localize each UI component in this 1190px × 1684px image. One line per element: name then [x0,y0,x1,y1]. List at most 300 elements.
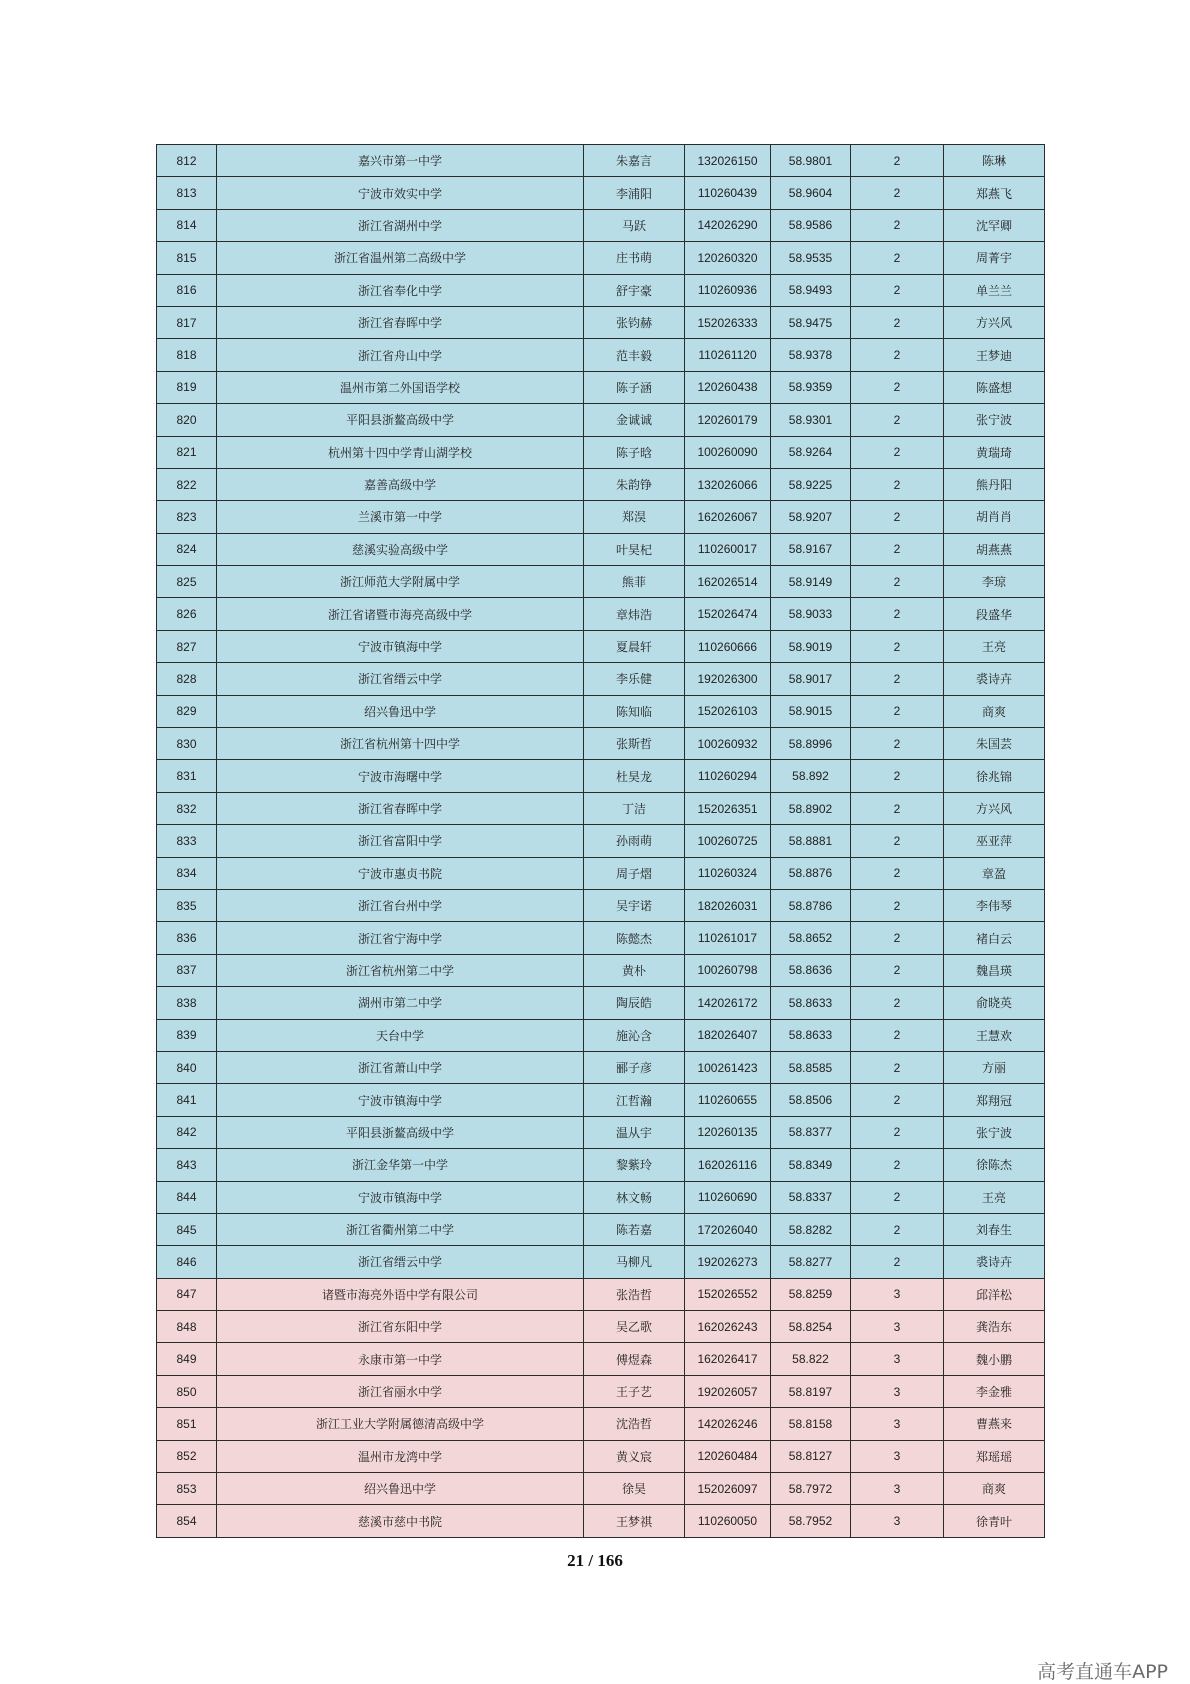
table-row [157,209,1045,241]
table-row [157,1246,1045,1278]
table-row [157,468,1045,500]
school-cell: 浙江省萧山中学 [217,1051,584,1083]
exam-id-cell: 110260050 [685,1505,771,1537]
score-cell: 58.892 [771,760,851,792]
student-name-cell: 陈懿杰 [584,922,685,954]
score-cell: 58.8377 [771,1116,851,1148]
student-name-cell: 杜昊龙 [584,760,685,792]
exam-id-cell: 172026040 [685,1213,771,1245]
school-cell: 浙江省东阳中学 [217,1311,584,1343]
rank-cell: 837 [157,954,217,986]
student-name-cell: 林文畅 [584,1181,685,1213]
score-cell: 58.9033 [771,598,851,630]
school-cell: 浙江省衢州第二中学 [217,1213,584,1245]
school-cell: 浙江省奉化中学 [217,274,584,306]
school-cell: 温州市第二外国语学校 [217,371,584,403]
teacher-cell: 魏昌瑛 [944,954,1045,986]
table-row [157,598,1045,630]
teacher-cell: 陈琳 [944,145,1045,177]
tier-cell: 2 [851,857,944,889]
school-cell: 平阳县浙鳌高级中学 [217,404,584,436]
exam-id-cell: 120260135 [685,1116,771,1148]
exam-id-cell: 162026067 [685,501,771,533]
exam-id-cell: 152026333 [685,306,771,338]
table-row [157,306,1045,338]
teacher-cell: 李金雅 [944,1375,1045,1407]
tier-cell: 2 [851,760,944,792]
tier-cell: 2 [851,1213,944,1245]
student-name-cell: 章炜浩 [584,598,685,630]
score-cell: 58.8996 [771,728,851,760]
school-cell: 浙江省杭州第二中学 [217,954,584,986]
tier-cell: 3 [851,1505,944,1537]
teacher-cell: 方丽 [944,1051,1045,1083]
teacher-cell: 巫亚萍 [944,825,1045,857]
rank-cell: 831 [157,760,217,792]
rank-cell: 847 [157,1278,217,1310]
teacher-cell: 黄瑞琦 [944,436,1045,468]
student-name-cell: 范丰毅 [584,339,685,371]
rank-cell: 836 [157,922,217,954]
exam-id-cell: 110260294 [685,760,771,792]
teacher-cell: 张宁波 [944,1116,1045,1148]
student-name-cell: 周子熠 [584,857,685,889]
score-cell: 58.8197 [771,1375,851,1407]
rank-cell: 850 [157,1375,217,1407]
tier-cell: 2 [851,1084,944,1116]
rank-cell: 844 [157,1181,217,1213]
student-name-cell: 张斯哲 [584,728,685,760]
teacher-cell: 邱洋松 [944,1278,1045,1310]
table-row [157,1343,1045,1375]
rank-cell: 835 [157,889,217,921]
school-cell: 嘉兴市第一中学 [217,145,584,177]
school-cell: 浙江金华第一中学 [217,1149,584,1181]
score-cell: 58.8254 [771,1311,851,1343]
score-cell: 58.822 [771,1343,851,1375]
school-cell: 浙江省台州中学 [217,889,584,921]
exam-id-cell: 182026407 [685,1019,771,1051]
tier-cell: 2 [851,825,944,857]
student-name-cell: 江哲瀚 [584,1084,685,1116]
exam-id-cell: 100260932 [685,728,771,760]
student-name-cell: 陈子涵 [584,371,685,403]
table-row [157,1505,1045,1537]
rank-cell: 816 [157,274,217,306]
school-cell: 宁波市惠贞书院 [217,857,584,889]
results-table [156,144,1045,1538]
student-name-cell: 温从宇 [584,1116,685,1148]
school-cell: 浙江师范大学附属中学 [217,566,584,598]
teacher-cell: 商爽 [944,1473,1045,1505]
table-row [157,404,1045,436]
rank-cell: 828 [157,663,217,695]
table-row [157,501,1045,533]
tier-cell: 2 [851,1181,944,1213]
score-cell: 58.9264 [771,436,851,468]
school-cell: 杭州第十四中学青山湖学校 [217,436,584,468]
score-cell: 58.8881 [771,825,851,857]
student-name-cell: 徐昊 [584,1473,685,1505]
table-row [157,1084,1045,1116]
exam-id-cell: 110260936 [685,274,771,306]
teacher-cell: 裘诗卉 [944,663,1045,695]
table-row [157,371,1045,403]
score-cell: 58.9225 [771,468,851,500]
school-cell: 诸暨市海亮外语中学有限公司 [217,1278,584,1310]
score-cell: 58.8127 [771,1440,851,1472]
student-name-cell: 郑淏 [584,501,685,533]
teacher-cell: 魏小鹏 [944,1343,1045,1375]
score-cell: 58.8282 [771,1213,851,1245]
tier-cell: 2 [851,1149,944,1181]
teacher-cell: 徐陈杰 [944,1149,1045,1181]
exam-id-cell: 132026150 [685,145,771,177]
exam-id-cell: 142026172 [685,987,771,1019]
exam-id-cell: 120260179 [685,404,771,436]
exam-id-cell: 100260090 [685,436,771,468]
exam-id-cell: 120260320 [685,242,771,274]
score-cell: 58.9604 [771,177,851,209]
score-cell: 58.9535 [771,242,851,274]
teacher-cell: 裘诗卉 [944,1246,1045,1278]
table-row [157,145,1045,177]
table-row [157,663,1045,695]
exam-id-cell: 110261120 [685,339,771,371]
rank-cell: 822 [157,468,217,500]
school-cell: 浙江省缙云中学 [217,663,584,695]
school-cell: 平阳县浙鳌高级中学 [217,1116,584,1148]
rank-cell: 853 [157,1473,217,1505]
rank-cell: 849 [157,1343,217,1375]
rank-cell: 814 [157,209,217,241]
tier-cell: 3 [851,1473,944,1505]
teacher-cell: 郑燕飞 [944,177,1045,209]
teacher-cell: 徐兆锦 [944,760,1045,792]
rank-cell: 854 [157,1505,217,1537]
rank-cell: 825 [157,566,217,598]
score-cell: 58.9301 [771,404,851,436]
exam-id-cell: 192026057 [685,1375,771,1407]
student-name-cell: 叶昊杞 [584,533,685,565]
student-name-cell: 吴乙歌 [584,1311,685,1343]
exam-id-cell: 110261017 [685,922,771,954]
rank-cell: 819 [157,371,217,403]
rank-cell: 840 [157,1051,217,1083]
student-name-cell: 丁洁 [584,792,685,824]
page-number: 21 / 166 [567,1551,623,1570]
score-cell: 58.9207 [771,501,851,533]
student-name-cell: 马跃 [584,209,685,241]
tier-cell: 2 [851,1051,944,1083]
exam-id-cell: 152026351 [685,792,771,824]
tier-cell: 2 [851,922,944,954]
student-name-cell: 夏晨轩 [584,630,685,662]
teacher-cell: 沈罕卿 [944,209,1045,241]
rank-cell: 823 [157,501,217,533]
table-row [157,566,1045,598]
teacher-cell: 朱国芸 [944,728,1045,760]
tier-cell: 2 [851,404,944,436]
rank-cell: 848 [157,1311,217,1343]
exam-id-cell: 152026103 [685,695,771,727]
student-name-cell: 王梦祺 [584,1505,685,1537]
student-name-cell: 陈若嘉 [584,1213,685,1245]
table-row [157,1311,1045,1343]
tier-cell: 2 [851,339,944,371]
teacher-cell: 刘春生 [944,1213,1045,1245]
school-cell: 永康市第一中学 [217,1343,584,1375]
table-row [157,1051,1045,1083]
teacher-cell: 胡肖肖 [944,501,1045,533]
student-name-cell: 朱韵铮 [584,468,685,500]
exam-id-cell: 162026116 [685,1149,771,1181]
score-cell: 58.8633 [771,987,851,1019]
school-cell: 浙江省杭州第十四中学 [217,728,584,760]
table-row [157,987,1045,1019]
table-row [157,242,1045,274]
rank-cell: 834 [157,857,217,889]
school-cell: 浙江省湖州中学 [217,209,584,241]
table-row [157,1440,1045,1472]
teacher-cell: 方兴风 [944,306,1045,338]
school-cell: 温州市龙湾中学 [217,1440,584,1472]
table-row [157,1116,1045,1148]
teacher-cell: 郑瑶瑶 [944,1440,1045,1472]
student-name-cell: 庄书萌 [584,242,685,274]
table-row [157,533,1045,565]
tier-cell: 2 [851,145,944,177]
teacher-cell: 胡燕燕 [944,533,1045,565]
student-name-cell: 黎紫玲 [584,1149,685,1181]
table-body [157,145,1045,1538]
exam-id-cell: 100260798 [685,954,771,986]
rank-cell: 826 [157,598,217,630]
table-row [157,857,1045,889]
score-cell: 58.8876 [771,857,851,889]
tier-cell: 3 [851,1278,944,1310]
rank-cell: 830 [157,728,217,760]
teacher-cell: 周菁宇 [944,242,1045,274]
student-name-cell: 金诚诚 [584,404,685,436]
teacher-cell: 王慧欢 [944,1019,1045,1051]
school-cell: 湖州市第二中学 [217,987,584,1019]
score-cell: 58.8158 [771,1408,851,1440]
exam-id-cell: 192026300 [685,663,771,695]
table-row [157,825,1045,857]
student-name-cell: 张浩哲 [584,1278,685,1310]
exam-id-cell: 110260017 [685,533,771,565]
table-row [157,177,1045,209]
student-name-cell: 黄义宸 [584,1440,685,1472]
school-cell: 慈溪市慈中书院 [217,1505,584,1537]
tier-cell: 2 [851,889,944,921]
teacher-cell: 郑翔冠 [944,1084,1045,1116]
tier-cell: 2 [851,728,944,760]
teacher-cell: 熊丹阳 [944,468,1045,500]
score-cell: 58.9167 [771,533,851,565]
student-name-cell: 陈知临 [584,695,685,727]
score-cell: 58.9586 [771,209,851,241]
score-cell: 58.8277 [771,1246,851,1278]
rank-cell: 829 [157,695,217,727]
tier-cell: 2 [851,436,944,468]
student-name-cell: 傅煜森 [584,1343,685,1375]
score-cell: 58.8585 [771,1051,851,1083]
exam-id-cell: 110260439 [685,177,771,209]
rank-cell: 820 [157,404,217,436]
rank-cell: 827 [157,630,217,662]
score-cell: 58.9017 [771,663,851,695]
score-cell: 58.8337 [771,1181,851,1213]
rank-cell: 815 [157,242,217,274]
table-row [157,922,1045,954]
tier-cell: 2 [851,566,944,598]
tier-cell: 2 [851,695,944,727]
rank-cell: 824 [157,533,217,565]
school-cell: 宁波市海曙中学 [217,760,584,792]
table-row [157,889,1045,921]
exam-id-cell: 162026243 [685,1311,771,1343]
watermark: 高考直通车APP [1037,1661,1168,1683]
rank-cell: 832 [157,792,217,824]
school-cell: 浙江省富阳中学 [217,825,584,857]
student-name-cell: 吴宇诺 [584,889,685,921]
exam-id-cell: 182026031 [685,889,771,921]
score-cell: 58.9019 [771,630,851,662]
exam-id-cell: 120260484 [685,1440,771,1472]
school-cell: 天台中学 [217,1019,584,1051]
table-row [157,1473,1045,1505]
teacher-cell: 俞晓英 [944,987,1045,1019]
school-cell: 浙江省舟山中学 [217,339,584,371]
exam-id-cell: 152026552 [685,1278,771,1310]
score-cell: 58.8259 [771,1278,851,1310]
school-cell: 嘉善高级中学 [217,468,584,500]
exam-id-cell: 142026290 [685,209,771,241]
teacher-cell: 王梦迪 [944,339,1045,371]
tier-cell: 2 [851,371,944,403]
score-cell: 58.9149 [771,566,851,598]
rank-cell: 851 [157,1408,217,1440]
rank-cell: 813 [157,177,217,209]
tier-cell: 3 [851,1440,944,1472]
exam-id-cell: 110260690 [685,1181,771,1213]
exam-id-cell: 110260666 [685,630,771,662]
table-row [157,954,1045,986]
student-name-cell: 朱嘉言 [584,145,685,177]
score-cell: 58.8786 [771,889,851,921]
table-row [157,1019,1045,1051]
school-cell: 宁波市效实中学 [217,177,584,209]
rank-cell: 838 [157,987,217,1019]
student-name-cell: 陈子晗 [584,436,685,468]
exam-id-cell: 110260655 [685,1084,771,1116]
exam-id-cell: 142026246 [685,1408,771,1440]
teacher-cell: 李琼 [944,566,1045,598]
exam-id-cell: 152026474 [685,598,771,630]
teacher-cell: 王亮 [944,1181,1045,1213]
tier-cell: 2 [851,1246,944,1278]
school-cell: 绍兴鲁迅中学 [217,1473,584,1505]
tier-cell: 2 [851,792,944,824]
tier-cell: 2 [851,598,944,630]
student-name-cell: 李乐健 [584,663,685,695]
score-cell: 58.8652 [771,922,851,954]
student-name-cell: 舒宇豪 [584,274,685,306]
tier-cell: 2 [851,630,944,662]
rank-cell: 841 [157,1084,217,1116]
tier-cell: 2 [851,663,944,695]
rank-cell: 812 [157,145,217,177]
tier-cell: 2 [851,209,944,241]
table-row [157,1149,1045,1181]
rank-cell: 846 [157,1246,217,1278]
teacher-cell: 徐青叶 [944,1505,1045,1537]
student-name-cell: 陶辰皓 [584,987,685,1019]
school-cell: 浙江省缙云中学 [217,1246,584,1278]
exam-id-cell: 100260725 [685,825,771,857]
table-row [157,792,1045,824]
tier-cell: 2 [851,468,944,500]
table-row [157,728,1045,760]
teacher-cell: 单兰兰 [944,274,1045,306]
teacher-cell: 龚浩东 [944,1311,1045,1343]
school-cell: 兰溪市第一中学 [217,501,584,533]
school-cell: 宁波市镇海中学 [217,1181,584,1213]
table-row [157,1213,1045,1245]
table-row [157,1181,1045,1213]
school-cell: 浙江省诸暨市海亮高级中学 [217,598,584,630]
exam-id-cell: 152026097 [685,1473,771,1505]
tier-cell: 2 [851,242,944,274]
student-name-cell: 郦子彦 [584,1051,685,1083]
score-cell: 58.7952 [771,1505,851,1537]
table-row [157,274,1045,306]
teacher-cell: 陈盛想 [944,371,1045,403]
score-cell: 58.8636 [771,954,851,986]
teacher-cell: 张宁波 [944,404,1045,436]
tier-cell: 2 [851,177,944,209]
score-cell: 58.8633 [771,1019,851,1051]
rank-cell: 845 [157,1213,217,1245]
student-name-cell: 黄朴 [584,954,685,986]
rank-cell: 833 [157,825,217,857]
exam-id-cell: 100261423 [685,1051,771,1083]
exam-id-cell: 162026514 [685,566,771,598]
school-cell: 宁波市镇海中学 [217,630,584,662]
school-cell: 浙江省春晖中学 [217,792,584,824]
score-cell: 58.8506 [771,1084,851,1116]
score-cell: 58.9359 [771,371,851,403]
tier-cell: 2 [851,987,944,1019]
tier-cell: 2 [851,533,944,565]
student-name-cell: 王子艺 [584,1375,685,1407]
tier-cell: 2 [851,954,944,986]
rank-cell: 842 [157,1116,217,1148]
score-cell: 58.9378 [771,339,851,371]
school-cell: 浙江省温州第二高级中学 [217,242,584,274]
tier-cell: 3 [851,1408,944,1440]
exam-id-cell: 192026273 [685,1246,771,1278]
rank-cell: 817 [157,306,217,338]
student-name-cell: 沈浩哲 [584,1408,685,1440]
school-cell: 宁波市镇海中学 [217,1084,584,1116]
teacher-cell: 商爽 [944,695,1045,727]
table-row [157,339,1045,371]
rank-cell: 852 [157,1440,217,1472]
score-cell: 58.7972 [771,1473,851,1505]
